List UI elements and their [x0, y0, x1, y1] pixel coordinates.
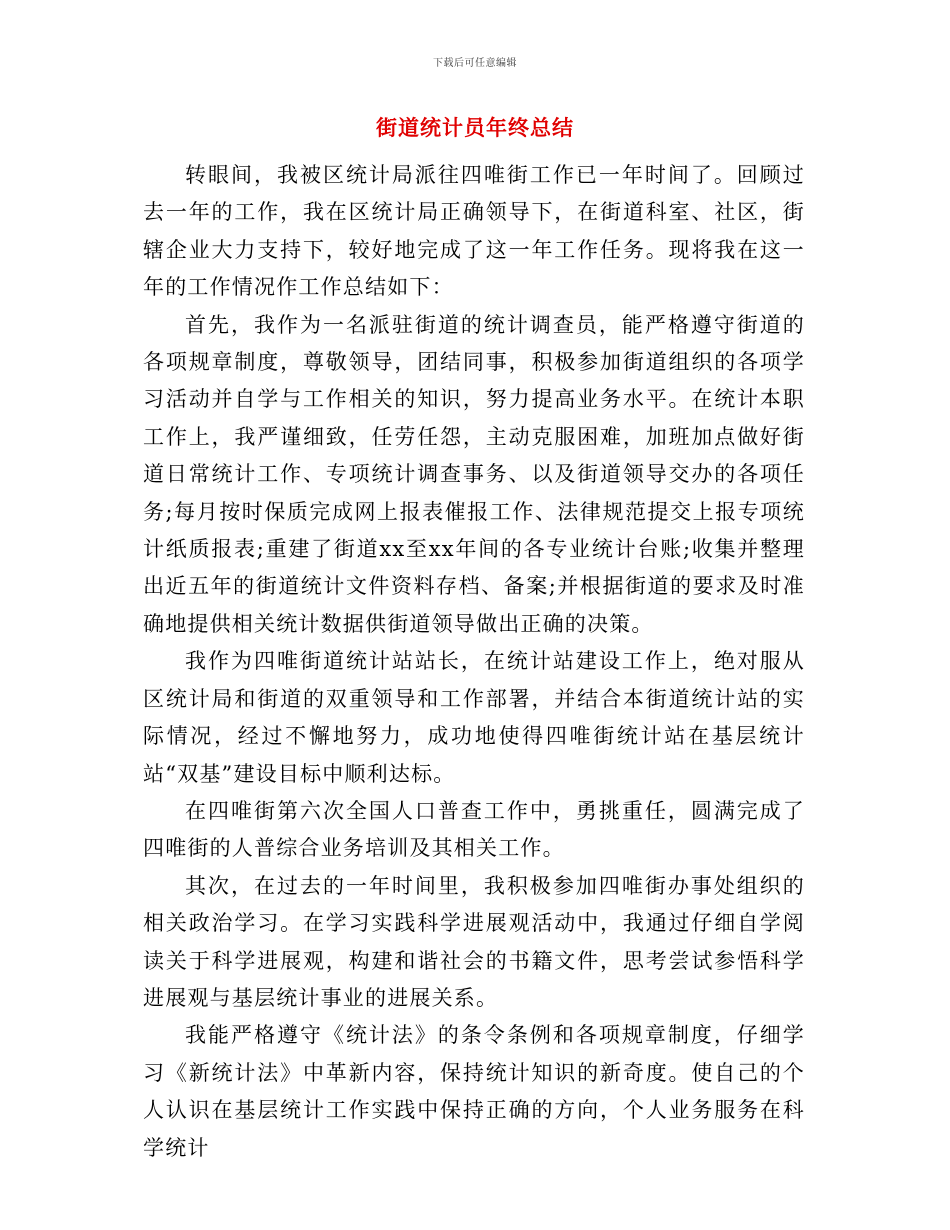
paragraph: 首先，我作为一名派驻街道的统计调查员，能严格遵守街道的各项规章制度，尊敬领导，团结同事，积极参加街道组织的各项学习活动并自学与工作相关的知识，努力提高业务水平。在统计本职工作上，我严谨细致，任劳任怨，主动克服困难，加班加点做好街道日常统计工作、专项统计调查事务、以及街道领导交办的各项任务;每月按时保质完成网上报表催报工作、法律规范提交上报专项统计纸质报表;重建了街道xx至xx年间的各专业统计台账;收集并整理出近五年的街道统计文件资料存档、备案;并根据街道的要求及时准确地提供相关统计数据供街道领导做出正确的决策。	[143, 312, 805, 636]
paragraph: 其次，在过去的一年时间里，我积极参加四唯街办事处组织的相关政治学习。在学习实践科学进展观活动中，我通过仔细自学阅读关于科学进展观，构建和谐社会的书籍文件，思考尝试参悟科学进展观与基层统计事业的进展关系。	[143, 873, 805, 1010]
paragraph: 在四唯街第六次全国人口普查工作中，勇挑重任，圆满完成了四唯街的人普综合业务培训及其相关工作。	[143, 798, 805, 861]
document-body	[143, 157, 805, 1167]
document-title: 街道统计员年终总结	[376, 115, 574, 140]
header-note: 下载后可任意编辑	[433, 58, 517, 69]
paragraph: 我能严格遵守《统计法》的条令条例和各项规章制度，仔细学习《新统计法》中革新内容，保持统计知识的新奇度。使自己的个人认识在基层统计工作实践中保持正确的方向，个人业务服务在科学统计	[143, 1023, 805, 1160]
paragraph: 我作为四唯街道统计站站长，在统计站建设工作上，绝对服从区统计局和街道的双重领导和工作部署，并结合本街道统计站的实际情况，经过不懈地努力，成功地使得四唯街统计站在基层统计站“双基”建设目标中顺利达标。	[143, 649, 805, 786]
paragraph: 转眼间，我被区统计局派往四唯街工作已一年时间了。回顾过去一年的工作，我在区统计局正确领导下，在街道科室、社区，街辖企业大力支持下，较好地完成了这一年工作任务。现将我在这一年的工作情况作工作总结如下：	[143, 163, 805, 300]
